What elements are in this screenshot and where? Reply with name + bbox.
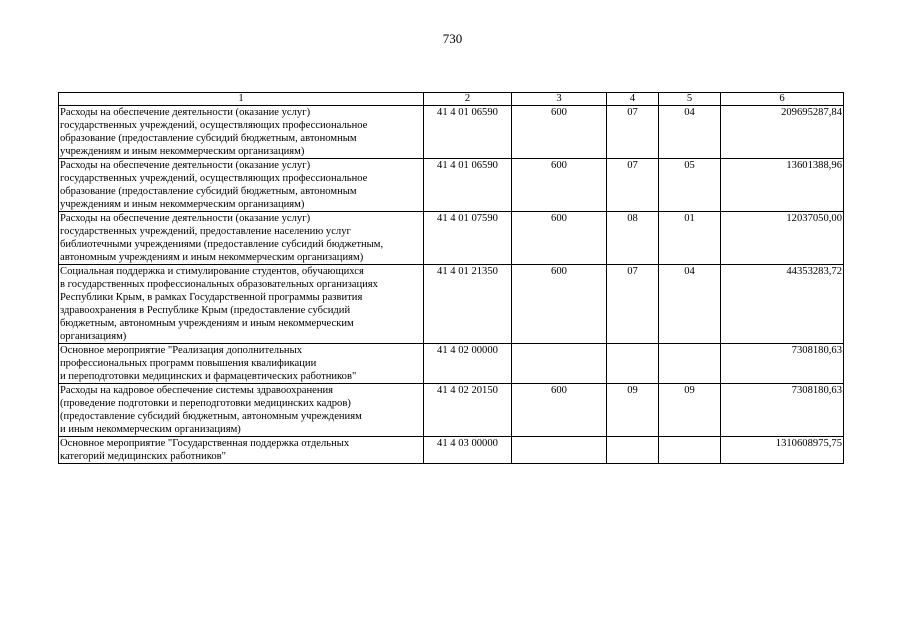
row-amount: 1310608975,75: [721, 437, 844, 464]
row-subsection: [659, 344, 721, 384]
row-expense-type: 600: [512, 384, 607, 437]
row-expense-type: 600: [512, 265, 607, 344]
row-expense-type: [512, 437, 607, 464]
row-description: Расходы на обеспечение деятельности (оказание услуг) государственных учреждений, осуществляющих профессиональное образование (предоставление субсидий бюджетным, автономным учреждениям и иным некоммерческим организациям): [59, 106, 424, 159]
table-row: [59, 437, 844, 464]
column-header-5: 5: [659, 93, 721, 106]
row-section: 08: [607, 212, 659, 265]
header-row: [59, 93, 844, 106]
row-description: Расходы на обеспечение деятельности (оказание услуг) государственных учреждений, осуществляющих профессиональное образование (предоставление субсидий бюджетным, автономным учреждениям и иным некоммерческим организациям): [59, 159, 424, 212]
row-section: [607, 344, 659, 384]
table-row: [59, 106, 844, 159]
row-section: [607, 437, 659, 464]
row-amount: 7308180,63: [721, 344, 844, 384]
column-header-6: 6: [721, 93, 844, 106]
row-expense-type: 600: [512, 159, 607, 212]
row-description: Расходы на кадровое обеспечение системы здравоохранения (проведение подготовки и переподготовки медицинских кадров) (предоставление субсидий бюджетным, автономным учреждениям и иным некоммерческим организациям): [59, 384, 424, 437]
row-section: 07: [607, 265, 659, 344]
row-description: Социальная поддержка и стимулирование студентов, обучающихся в государственных профессиональных образовательных организациях Республики Крым, в рамках Государственной программы развития здравоохранения в Республике Крым (предоставление субсидий бюджетным, автономным учреждениям и иным некоммерческим организациям): [59, 265, 424, 344]
page-number: 730: [442, 31, 463, 46]
table-row: [59, 344, 844, 384]
row-section: 09: [607, 384, 659, 437]
row-subsection: 09: [659, 384, 721, 437]
table-row: [59, 384, 844, 437]
row-section: 07: [607, 159, 659, 212]
row-target-code: 41 4 03 00000: [424, 437, 512, 464]
table-row: [59, 159, 844, 212]
row-amount: 44353283,72: [721, 265, 844, 344]
row-target-code: 41 4 01 06590: [424, 106, 512, 159]
row-expense-type: 600: [512, 212, 607, 265]
row-expense-type: 600: [512, 106, 607, 159]
column-header-3: 3: [512, 93, 607, 106]
row-target-code: 41 4 01 07590: [424, 212, 512, 265]
row-subsection: 05: [659, 159, 721, 212]
row-subsection: 04: [659, 106, 721, 159]
row-subsection: [659, 437, 721, 464]
row-description: Основное мероприятие "Государственная поддержка отдельных категорий медицинских работников": [59, 437, 424, 464]
row-amount: 13601388,96: [721, 159, 844, 212]
row-target-code: 41 4 02 20150: [424, 384, 512, 437]
table-row: [59, 265, 844, 344]
row-target-code: 41 4 01 06590: [424, 159, 512, 212]
row-target-code: 41 4 01 21350: [424, 265, 512, 344]
budget-table: [58, 92, 844, 464]
row-description: Основное мероприятие "Реализация дополнительных профессиональных программ повышения квалификации и переподготовки медицинских и фармацевтических работников": [59, 344, 424, 384]
row-amount: 7308180,63: [721, 384, 844, 437]
row-description: Расходы на обеспечение деятельности (оказание услуг) государственных учреждений, предоставление населению услуг библиотечными учреждениями (предоставление субсидий бюджетным, автономным учреждениям и иным некоммерческим организациям): [59, 212, 424, 265]
column-header-4: 4: [607, 93, 659, 106]
row-amount: 209695287,84: [721, 106, 844, 159]
row-section: 07: [607, 106, 659, 159]
row-target-code: 41 4 02 00000: [424, 344, 512, 384]
column-header-1: 1: [59, 93, 424, 106]
row-expense-type: [512, 344, 607, 384]
row-amount: 12037050,00: [721, 212, 844, 265]
column-header-2: 2: [424, 93, 512, 106]
table-row: [59, 212, 844, 265]
row-subsection: 04: [659, 265, 721, 344]
row-subsection: 01: [659, 212, 721, 265]
